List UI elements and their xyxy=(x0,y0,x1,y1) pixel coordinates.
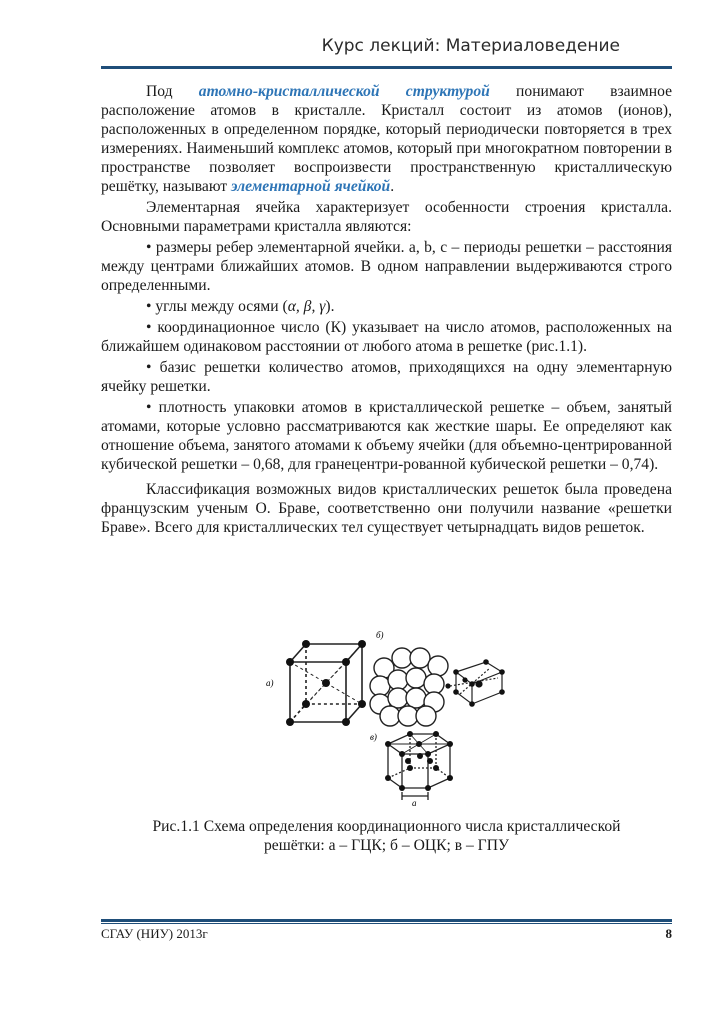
p1-pre: Под xyxy=(146,83,199,100)
bullet-axis-angles xyxy=(101,297,672,316)
footer-rule xyxy=(101,919,672,922)
b2-post: ). xyxy=(325,298,335,315)
page-number: 8 xyxy=(665,926,672,941)
label-a: а) xyxy=(266,678,274,688)
label-b: б) xyxy=(376,630,384,640)
figure-caption xyxy=(101,817,672,855)
header-rule xyxy=(101,66,672,69)
bullet-coordination-number: • координационное число (К) указывает на число атомов, расположенных на ближайшем одинаковом расстоянии от любого атома в решетке (рис.1.1). xyxy=(101,319,672,355)
paragraph-2: Элементарная ячейка характеризует особенности строения кристалла. Основными параметрами кристалла являются: xyxy=(101,199,672,235)
lattice-v-atoms xyxy=(385,731,453,791)
p1-mid: понимают взаимное расположение атомов в кристалле. Кристалл состоит из атомов (ионов), расположенных в определенном порядке, который периодически повторяется в трех измерениях. Наименьший комплекс атомов, который при многократном повторении в пространстве позволяет воспроизвести пространственную кристаллическую решётку, называют xyxy=(101,83,672,195)
bullet-edge-sizes: • размеры ребер элементарной ячейки. a, b, c – периоды решетки – расстояния между центрами ближайших атомов. В одном направлении выдерживаются строго определенными. xyxy=(101,239,672,294)
dim-a-label: а xyxy=(412,798,417,808)
page-header-title: Курс лекций: Материаловедение xyxy=(321,36,620,56)
term-atomic-structure: атомно-кристаллической структурой xyxy=(198,83,490,100)
bullet-packing-density: • плотность упаковки атомов в кристаллической решетке – объем, занятый атомами, которые условно рассматриваются как жесткие шары. Ее определяют как отношение объема, занятого атомами к объему ячейки (для объемно-центрированной кубической решетки – 0,68, для гранецентри-рованной кубической решетки – 0,74). xyxy=(101,399,672,473)
paragraph-3: Классификация возможных видов кристаллических решеток была проведена французским ученым О. Браве, соответственно они получили название «решетки Браве». Всего для кристаллических тел существует четырнадцать видов решеток. xyxy=(101,481,672,536)
label-v: в) xyxy=(370,732,377,742)
paragraph-1 xyxy=(101,82,672,196)
greek-angles: α, β, γ xyxy=(287,298,326,315)
bullet-lattice-basis: • базис решетки количество атомов, приходящихся на одну элементарную ячейку решетки. xyxy=(101,359,672,395)
p1-end: . xyxy=(390,178,395,195)
term-unit-cell: элементарной ячейкой xyxy=(231,178,391,195)
caption-line-1: Рис.1.1 Схема определения координационного числа кристаллической xyxy=(152,818,621,835)
page-body xyxy=(101,82,672,539)
caption-line-2: решётки: а – ГЦК; б – ОЦК; в – ГПУ xyxy=(264,837,509,854)
b2-pre: • углы между осями ( xyxy=(146,298,288,315)
footer-institution: СГАУ (НИУ) 2013г xyxy=(101,926,208,941)
lattice-figure xyxy=(260,628,520,808)
lattice-b-spheres xyxy=(370,648,448,726)
footer-rule-thin xyxy=(101,923,672,924)
